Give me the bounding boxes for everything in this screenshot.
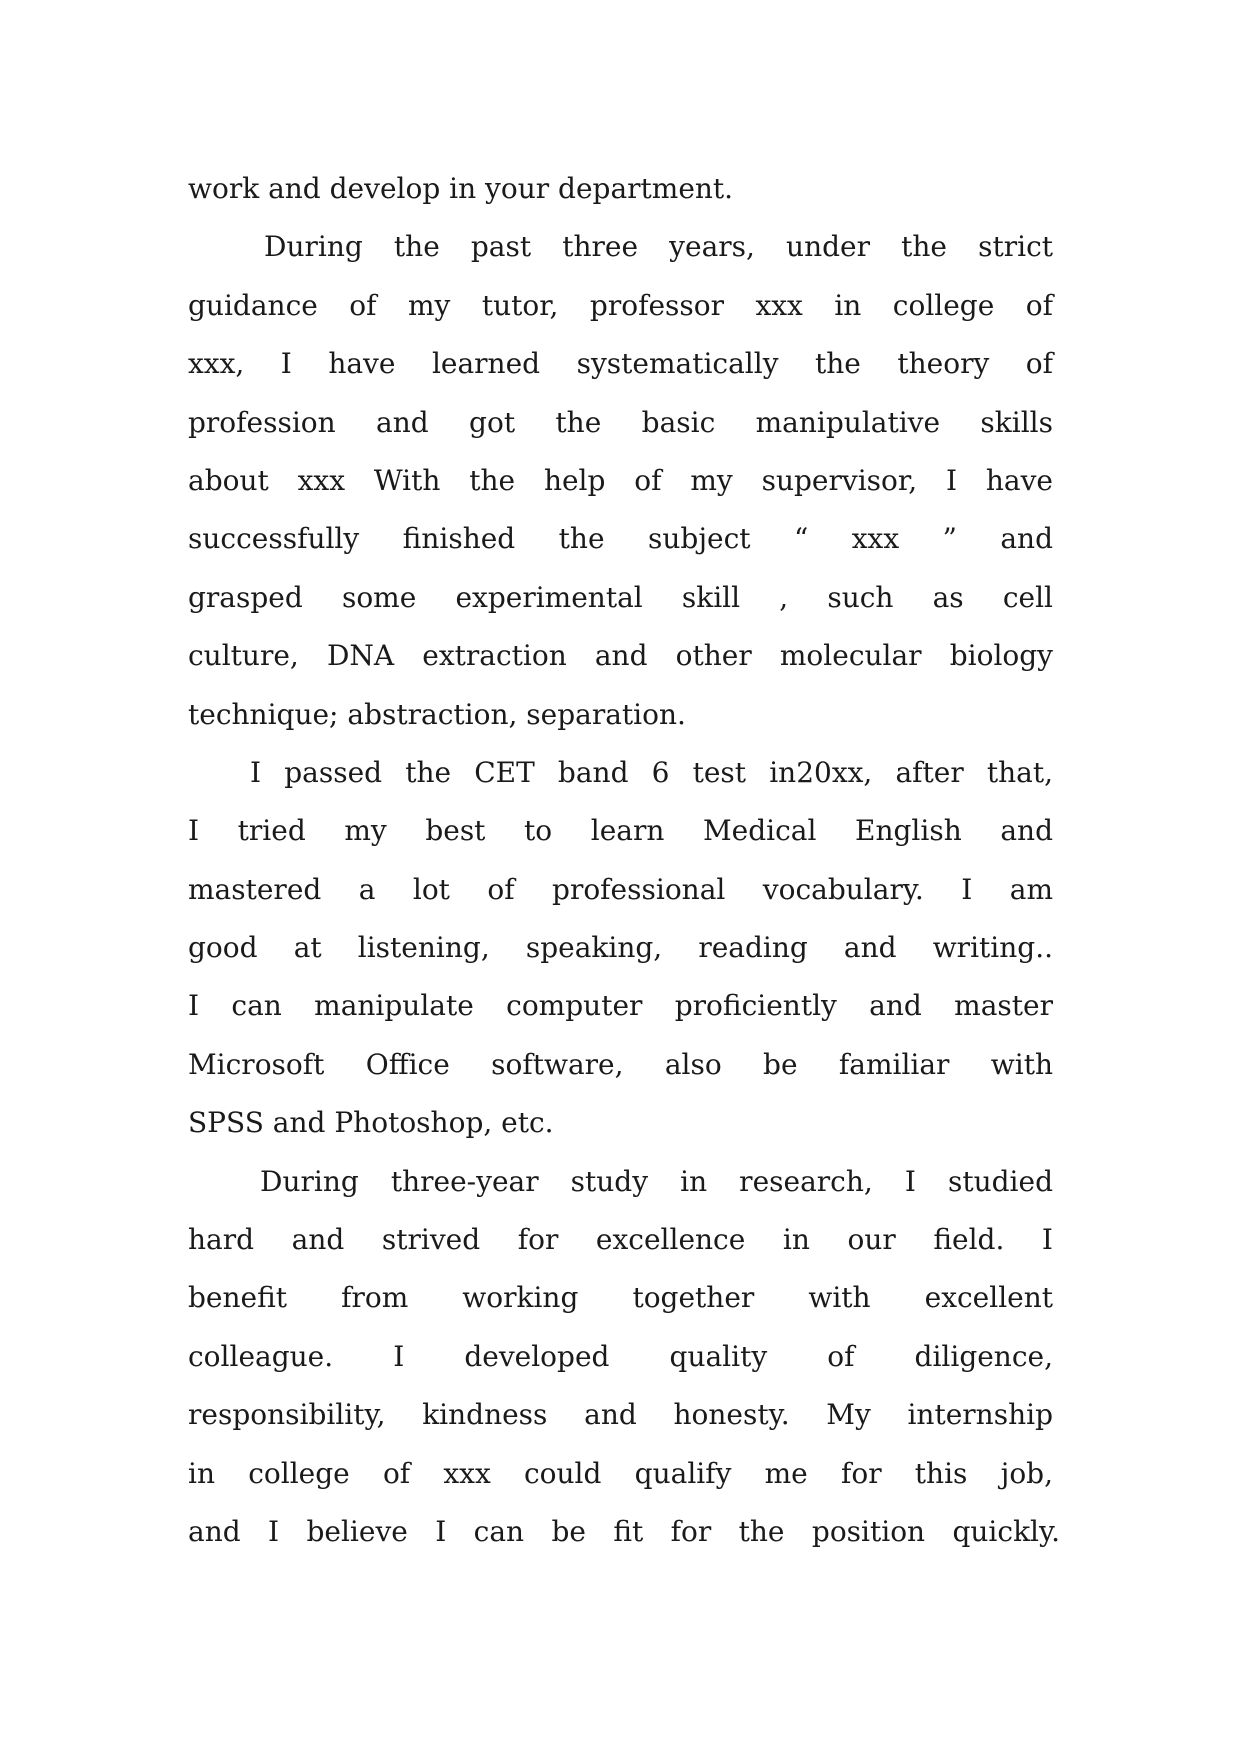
- text-line: about xxx With the help of my supervisor, I have: [188, 463, 1053, 497]
- paragraph-study-qualities: [188, 1153, 1060, 1562]
- text-line: and I believe I can be fit for the position quickly.: [188, 1514, 1060, 1548]
- text-line: work and develop in your department.: [188, 172, 734, 205]
- text-line: I passed the CET band 6 test in20xx, after that,: [250, 755, 1053, 789]
- text-line: in college of xxx could qualify me for this job,: [188, 1456, 1053, 1490]
- text-line: SPSS and Photoshop, etc.: [188, 1106, 554, 1140]
- text-line: hard and strived for excellence in our field. I: [188, 1223, 1053, 1257]
- text-line: technique; abstraction, separation.: [188, 697, 686, 731]
- text-line: profession and got the basic manipulative skills: [188, 405, 1053, 439]
- text-line: responsibility, kindness and honesty. My internship: [188, 1398, 1053, 1432]
- text-line: I tried my best to learn Medical English and: [188, 814, 1053, 848]
- text-line: grasped some experimental skill , such as cell: [188, 580, 1053, 614]
- text-line: benefit from working together with excellent: [188, 1281, 1053, 1315]
- paragraph-skills: [188, 744, 1053, 1153]
- document-body: [188, 160, 1060, 1561]
- text-line: During the past three years, under the strict: [264, 230, 1053, 264]
- paragraph-research-experience: [188, 218, 1053, 744]
- text-line: I can manipulate computer proficiently and master: [188, 989, 1053, 1023]
- text-line: culture, DNA extraction and other molecular biology: [188, 639, 1053, 673]
- text-line: good at listening, speaking, reading and writing..: [188, 931, 1053, 965]
- text-line: During three-year study in research, I studied: [260, 1164, 1053, 1198]
- paragraph-continuation: [188, 160, 1053, 218]
- text-line: xxx, I have learned systematically the theory of: [188, 347, 1053, 381]
- text-line: successfully finished the subject “ xxx ” and: [188, 522, 1053, 556]
- text-line: colleague. I developed quality of diligence,: [188, 1339, 1053, 1373]
- text-line: guidance of my tutor, professor xxx in college of: [188, 288, 1053, 322]
- text-line: Microsoft Office software, also be familiar with: [188, 1047, 1053, 1081]
- text-line: mastered a lot of professional vocabulary. I am: [188, 872, 1053, 906]
